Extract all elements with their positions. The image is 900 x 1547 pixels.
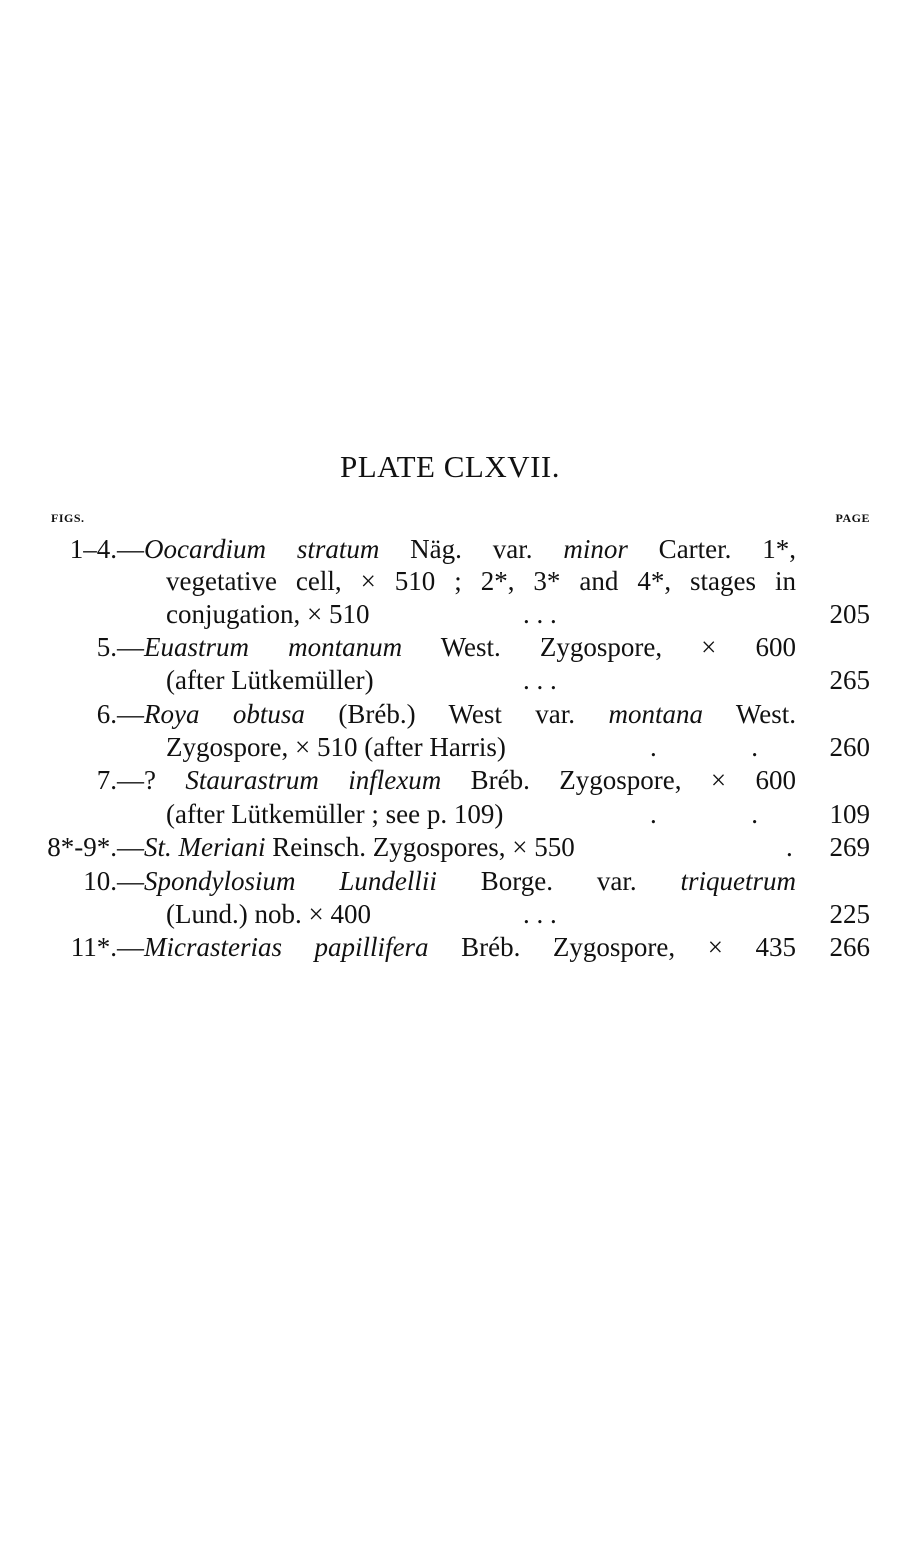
entry-detail: (after Lütkemüller ; see p. 109) (166, 799, 504, 829)
entry-detail: conjugation, × 510 (166, 599, 370, 629)
species-name: Staurastrum inflexum (185, 765, 442, 795)
authority: (Bréb.) West var. (304, 699, 609, 729)
species-name: Roya obtusa (144, 699, 305, 729)
entry-detail: (after Lütkemüller) (166, 665, 374, 695)
entry-description (144, 697, 796, 731)
entry-line (0, 763, 900, 797)
figure-number: 6.— (96, 699, 144, 729)
page-number: 260 (829, 732, 870, 762)
figs-column-header: FIGS. (51, 511, 85, 525)
entry-description (144, 532, 796, 566)
figure-number: 10.— (83, 866, 144, 896)
entry-line (0, 663, 900, 697)
entry-description (144, 830, 575, 864)
variety-name: minor (563, 534, 628, 564)
entry-detail: West. (702, 699, 797, 729)
page-number: 109 (829, 799, 870, 829)
entry-line (0, 564, 900, 598)
page-number: 269 (829, 832, 870, 862)
figure-number: 7.— (96, 765, 144, 795)
entry-line (0, 597, 900, 631)
species-name: Oocardium stratum (144, 534, 380, 564)
species-name: St. Meriani (144, 832, 266, 862)
entry-description (144, 630, 796, 664)
figure-number: 8*-9*.— (47, 832, 144, 862)
species-name: Spondylosium Lundellii (144, 866, 437, 896)
dot-leader: . . (650, 732, 758, 762)
dot-leader: . (786, 832, 793, 862)
entry-detail: Carter. 1*, (627, 534, 796, 564)
variety-name: triquetrum (680, 866, 796, 896)
dot-leader: . . (650, 799, 758, 829)
page-column-header: PAGE (835, 511, 870, 525)
authority: Borge. var. (436, 866, 681, 896)
dot-leader: . . . (523, 665, 557, 695)
entry-line (0, 730, 900, 764)
entry-line (0, 630, 900, 664)
entry-description (144, 763, 796, 797)
dot-leader: . . . (523, 599, 557, 629)
figure-number: 5.— (96, 632, 144, 662)
variety-name: montana (608, 699, 703, 729)
entry-description (144, 930, 796, 964)
figure-number: 11*.— (70, 932, 144, 962)
entry-detail: vegetative cell, × 510 ; 2*, 3* and 4*, stages in (166, 566, 796, 596)
entry-line (0, 930, 900, 964)
page-number: 225 (829, 899, 870, 929)
entry-line (0, 532, 900, 566)
species-name: Euastrum montanum (144, 632, 403, 662)
entry-line (0, 830, 900, 864)
authority: Näg. var. (379, 534, 564, 564)
entry-detail: (Lund.) nob. × 400 (166, 899, 371, 929)
entry-detail: Reinsch. Zygospores, × 550 (265, 832, 575, 862)
entry-line (0, 897, 900, 931)
figure-number: 1–4.— (69, 534, 144, 564)
species-name: Micrasterias papillifera (144, 932, 429, 962)
entry-description (144, 864, 796, 898)
dot-leader: . . . (523, 899, 557, 929)
entry-detail: Bréb. Zygospore, × 435 (428, 932, 796, 962)
entry-detail: Zygospore, × 510 (after Harris) (166, 732, 506, 762)
entry-line (0, 797, 900, 831)
entry-detail: Bréb. Zygospore, × 600 (441, 765, 797, 795)
plate-title: PLATE CLXVII. (339, 449, 561, 484)
entry-line (0, 864, 900, 898)
page-number: 266 (829, 932, 870, 962)
page-number: 265 (829, 665, 870, 695)
entry-line (0, 697, 900, 731)
entry-detail: West. Zygospore, × 600 (402, 632, 797, 662)
query-mark: ? (144, 765, 186, 795)
page-number: 205 (829, 599, 870, 629)
